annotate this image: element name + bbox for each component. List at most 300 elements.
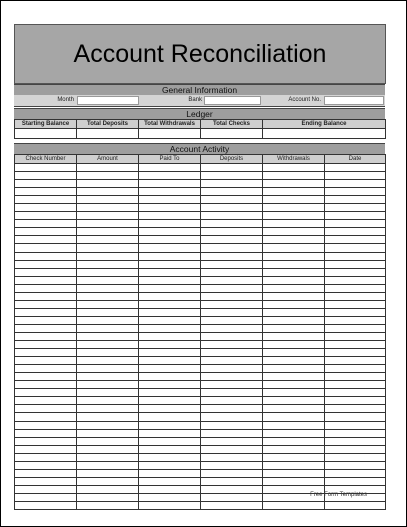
activity-cell[interactable] (77, 308, 139, 316)
activity-cell[interactable] (325, 429, 386, 437)
activity-col-deposits: Deposits (201, 155, 263, 164)
activity-cell[interactable] (139, 485, 201, 493)
activity-cell[interactable] (77, 244, 139, 252)
activity-cell[interactable] (139, 413, 201, 421)
activity-cell[interactable] (263, 341, 325, 349)
activity-cell[interactable] (15, 397, 77, 405)
activity-cell[interactable] (263, 445, 325, 453)
activity-cell[interactable] (201, 204, 263, 212)
activity-cell[interactable] (77, 316, 139, 324)
activity-cell[interactable] (77, 212, 139, 220)
activity-cell[interactable] (15, 437, 77, 445)
activity-cell[interactable] (15, 308, 77, 316)
activity-cell[interactable] (325, 381, 386, 389)
activity-cell[interactable] (201, 413, 263, 421)
activity-cell[interactable] (15, 477, 77, 485)
activity-cell[interactable] (139, 236, 201, 244)
activity-cell[interactable] (15, 341, 77, 349)
activity-cell[interactable] (263, 244, 325, 252)
activity-cell[interactable] (201, 477, 263, 485)
activity-cell[interactable] (263, 188, 325, 196)
activity-cell[interactable] (201, 485, 263, 493)
activity-row (15, 357, 386, 365)
activity-cell[interactable] (201, 300, 263, 308)
activity-cell[interactable] (201, 276, 263, 284)
activity-cell[interactable] (263, 252, 325, 260)
activity-cell[interactable] (325, 228, 386, 236)
activity-cell[interactable] (15, 172, 77, 180)
activity-cell[interactable] (15, 212, 77, 220)
activity-cell[interactable] (263, 204, 325, 212)
activity-cell[interactable] (263, 292, 325, 300)
activity-cell[interactable] (15, 228, 77, 236)
activity-cell[interactable] (77, 349, 139, 357)
activity-cell[interactable] (263, 324, 325, 332)
activity-cell[interactable] (15, 445, 77, 453)
activity-row (15, 397, 386, 405)
activity-cell[interactable] (77, 164, 139, 172)
activity-cell[interactable] (263, 276, 325, 284)
activity-cell[interactable] (325, 180, 386, 188)
activity-row (15, 501, 386, 509)
activity-cell[interactable] (325, 204, 386, 212)
ledger-cell[interactable] (15, 129, 77, 139)
activity-cell[interactable] (325, 477, 386, 485)
activity-row (15, 421, 386, 429)
activity-cell[interactable] (139, 381, 201, 389)
activity-cell[interactable] (77, 324, 139, 332)
activity-cell[interactable] (325, 357, 386, 365)
activity-cell[interactable] (15, 421, 77, 429)
activity-row (15, 276, 386, 284)
activity-cell[interactable] (201, 284, 263, 292)
activity-cell[interactable] (201, 405, 263, 413)
activity-cell[interactable] (77, 236, 139, 244)
activity-cell[interactable] (325, 308, 386, 316)
activity-cell[interactable] (15, 276, 77, 284)
activity-cell[interactable] (201, 236, 263, 244)
activity-cell[interactable] (15, 373, 77, 381)
activity-cell[interactable] (77, 188, 139, 196)
activity-row (15, 204, 386, 212)
activity-cell[interactable] (263, 373, 325, 381)
activity-header-row (15, 155, 386, 164)
activity-cell[interactable] (139, 453, 201, 461)
activity-row (15, 228, 386, 236)
activity-cell[interactable] (139, 308, 201, 316)
activity-cell[interactable] (201, 389, 263, 397)
activity-cell[interactable] (325, 373, 386, 381)
activity-cell[interactable] (325, 252, 386, 260)
activity-cell[interactable] (325, 397, 386, 405)
activity-cell[interactable] (263, 300, 325, 308)
activity-cell[interactable] (201, 341, 263, 349)
activity-cell[interactable] (325, 421, 386, 429)
activity-cell[interactable] (201, 260, 263, 268)
activity-cell[interactable] (201, 469, 263, 477)
activity-cell[interactable] (325, 461, 386, 469)
activity-cell[interactable] (325, 469, 386, 477)
activity-cell[interactable] (15, 357, 77, 365)
activity-cell[interactable] (263, 477, 325, 485)
activity-cell[interactable] (263, 172, 325, 180)
activity-cell[interactable] (77, 252, 139, 260)
activity-cell[interactable] (201, 421, 263, 429)
activity-cell[interactable] (263, 413, 325, 421)
activity-cell[interactable] (139, 212, 201, 220)
activity-cell[interactable] (263, 437, 325, 445)
activity-cell[interactable] (139, 276, 201, 284)
activity-row (15, 292, 386, 300)
activity-cell[interactable] (263, 236, 325, 244)
activity-cell[interactable] (77, 268, 139, 276)
activity-cell[interactable] (139, 196, 201, 204)
activity-cell[interactable] (77, 421, 139, 429)
activity-cell[interactable] (139, 316, 201, 324)
activity-cell[interactable] (77, 357, 139, 365)
activity-cell[interactable] (77, 292, 139, 300)
activity-cell[interactable] (77, 276, 139, 284)
activity-cell[interactable] (77, 413, 139, 421)
activity-cell[interactable] (325, 172, 386, 180)
activity-cell[interactable] (77, 437, 139, 445)
activity-cell[interactable] (325, 332, 386, 340)
activity-cell[interactable] (139, 477, 201, 485)
activity-cell[interactable] (325, 244, 386, 252)
activity-cell[interactable] (263, 405, 325, 413)
activity-row (15, 164, 386, 172)
activity-cell[interactable] (139, 493, 201, 501)
activity-cell[interactable] (139, 284, 201, 292)
activity-cell[interactable] (201, 292, 263, 300)
activity-cell[interactable] (201, 365, 263, 373)
activity-cell[interactable] (201, 252, 263, 260)
activity-row (15, 341, 386, 349)
activity-cell[interactable] (139, 164, 201, 172)
activity-row (15, 300, 386, 308)
activity-cell[interactable] (139, 349, 201, 357)
activity-cell[interactable] (201, 308, 263, 316)
activity-cell[interactable] (201, 453, 263, 461)
activity-cell[interactable] (263, 260, 325, 268)
activity-cell[interactable] (263, 453, 325, 461)
activity-cell[interactable] (139, 437, 201, 445)
activity-cell[interactable] (325, 300, 386, 308)
activity-cell[interactable] (325, 276, 386, 284)
activity-cell[interactable] (77, 172, 139, 180)
activity-cell[interactable] (201, 397, 263, 405)
activity-cell[interactable] (15, 252, 77, 260)
activity-cell[interactable] (263, 332, 325, 340)
activity-cell[interactable] (201, 196, 263, 204)
activity-cell[interactable] (77, 373, 139, 381)
activity-cell[interactable] (201, 324, 263, 332)
activity-cell[interactable] (15, 316, 77, 324)
activity-cell[interactable] (77, 493, 139, 501)
activity-cell[interactable] (263, 461, 325, 469)
activity-cell[interactable] (263, 284, 325, 292)
activity-cell[interactable] (77, 300, 139, 308)
activity-cell[interactable] (15, 469, 77, 477)
activity-cell[interactable] (15, 268, 77, 276)
activity-cell[interactable] (325, 236, 386, 244)
activity-cell[interactable] (201, 268, 263, 276)
activity-cell[interactable] (139, 180, 201, 188)
activity-cell[interactable] (201, 172, 263, 180)
activity-cell[interactable] (201, 349, 263, 357)
activity-cell[interactable] (139, 405, 201, 413)
activity-col-withdrawals: Withdrawals (263, 155, 325, 164)
activity-cell[interactable] (325, 212, 386, 220)
activity-cell[interactable] (77, 196, 139, 204)
activity-cell[interactable] (139, 204, 201, 212)
activity-row (15, 260, 386, 268)
activity-cell[interactable] (139, 501, 201, 509)
activity-row (15, 389, 386, 397)
activity-cell[interactable] (325, 365, 386, 373)
activity-cell[interactable] (139, 244, 201, 252)
activity-row (15, 244, 386, 252)
activity-cell[interactable] (139, 268, 201, 276)
activity-cell[interactable] (15, 236, 77, 244)
activity-cell[interactable] (15, 493, 77, 501)
month-field[interactable] (77, 96, 139, 105)
activity-cell[interactable] (325, 268, 386, 276)
activity-cell[interactable] (15, 485, 77, 493)
activity-cell[interactable] (263, 196, 325, 204)
activity-cell[interactable] (77, 477, 139, 485)
bank-field[interactable] (204, 96, 261, 105)
activity-cell[interactable] (201, 220, 263, 228)
activity-cell[interactable] (201, 373, 263, 381)
activity-cell[interactable] (77, 397, 139, 405)
activity-cell[interactable] (77, 389, 139, 397)
activity-cell[interactable] (77, 501, 139, 509)
activity-col-paid-to: Paid To (139, 155, 201, 164)
activity-cell[interactable] (263, 397, 325, 405)
activity-cell[interactable] (201, 164, 263, 172)
activity-cell[interactable] (15, 413, 77, 421)
activity-cell[interactable] (139, 341, 201, 349)
activity-cell[interactable] (263, 212, 325, 220)
activity-cell[interactable] (325, 413, 386, 421)
activity-cell[interactable] (139, 421, 201, 429)
activity-cell[interactable] (201, 461, 263, 469)
activity-cell[interactable] (201, 332, 263, 340)
activity-cell[interactable] (15, 196, 77, 204)
activity-cell[interactable] (201, 381, 263, 389)
bank-label: Bank (188, 97, 202, 103)
ledger-entry-row (15, 129, 386, 139)
activity-cell[interactable] (77, 260, 139, 268)
activity-cell[interactable] (77, 429, 139, 437)
activity-cell[interactable] (139, 429, 201, 437)
activity-cell[interactable] (139, 260, 201, 268)
activity-cell[interactable] (15, 300, 77, 308)
activity-cell[interactable] (15, 164, 77, 172)
activity-cell[interactable] (263, 501, 325, 509)
activity-row (15, 349, 386, 357)
activity-cell[interactable] (15, 180, 77, 188)
ledger-cell[interactable] (201, 129, 263, 139)
activity-cell[interactable] (15, 220, 77, 228)
activity-cell[interactable] (15, 204, 77, 212)
activity-cell[interactable] (139, 397, 201, 405)
activity-cell[interactable] (325, 349, 386, 357)
activity-cell[interactable] (325, 292, 386, 300)
activity-cell[interactable] (15, 292, 77, 300)
activity-cell[interactable] (263, 357, 325, 365)
activity-cell[interactable] (139, 188, 201, 196)
activity-col-check-number: Check Number (15, 155, 77, 164)
activity-cell[interactable] (325, 316, 386, 324)
activity-cell[interactable] (263, 228, 325, 236)
activity-cell[interactable] (77, 453, 139, 461)
activity-cell[interactable] (325, 164, 386, 172)
activity-cell[interactable] (325, 196, 386, 204)
activity-cell[interactable] (201, 316, 263, 324)
activity-cell[interactable] (139, 357, 201, 365)
activity-cell[interactable] (77, 445, 139, 453)
activity-cell[interactable] (77, 469, 139, 477)
activity-cell[interactable] (139, 389, 201, 397)
activity-cell[interactable] (15, 461, 77, 469)
account-no-field[interactable] (324, 96, 384, 105)
activity-cell[interactable] (15, 244, 77, 252)
activity-cell[interactable] (139, 445, 201, 453)
activity-row (15, 461, 386, 469)
activity-cell[interactable] (263, 220, 325, 228)
activity-cell[interactable] (325, 389, 386, 397)
activity-cell[interactable] (77, 220, 139, 228)
activity-cell[interactable] (201, 445, 263, 453)
activity-cell[interactable] (201, 244, 263, 252)
activity-cell[interactable] (77, 284, 139, 292)
activity-cell[interactable] (263, 469, 325, 477)
activity-cell[interactable] (15, 365, 77, 373)
activity-cell[interactable] (263, 421, 325, 429)
activity-cell[interactable] (77, 341, 139, 349)
activity-cell[interactable] (15, 324, 77, 332)
activity-cell[interactable] (325, 445, 386, 453)
activity-cell[interactable] (139, 373, 201, 381)
activity-cell[interactable] (139, 172, 201, 180)
activity-cell[interactable] (263, 164, 325, 172)
month-label: Month (57, 97, 74, 103)
activity-cell[interactable] (263, 316, 325, 324)
activity-cell[interactable] (201, 228, 263, 236)
activity-cell[interactable] (15, 284, 77, 292)
activity-cell[interactable] (77, 365, 139, 373)
ledger-cell[interactable] (139, 129, 201, 139)
activity-cell[interactable] (15, 188, 77, 196)
activity-row (15, 381, 386, 389)
activity-cell[interactable] (201, 501, 263, 509)
activity-cell[interactable] (15, 501, 77, 509)
activity-cell[interactable] (263, 308, 325, 316)
activity-cell[interactable] (201, 188, 263, 196)
activity-col-date: Date (325, 155, 386, 164)
activity-cell[interactable] (77, 381, 139, 389)
activity-cell[interactable] (263, 349, 325, 357)
activity-cell[interactable] (77, 405, 139, 413)
activity-cell[interactable] (139, 292, 201, 300)
activity-cell[interactable] (201, 212, 263, 220)
activity-cell[interactable] (77, 485, 139, 493)
activity-cell[interactable] (325, 341, 386, 349)
activity-cell[interactable] (139, 300, 201, 308)
activity-cell[interactable] (325, 501, 386, 509)
activity-row (15, 477, 386, 485)
activity-cell[interactable] (139, 228, 201, 236)
activity-cell[interactable] (15, 349, 77, 357)
activity-cell[interactable] (139, 332, 201, 340)
activity-cell[interactable] (139, 324, 201, 332)
activity-cell[interactable] (77, 228, 139, 236)
activity-cell[interactable] (325, 324, 386, 332)
ledger-cell[interactable] (77, 129, 139, 139)
activity-cell[interactable] (263, 365, 325, 373)
activity-cell[interactable] (325, 260, 386, 268)
activity-row (15, 437, 386, 445)
activity-cell[interactable] (263, 389, 325, 397)
activity-cell[interactable] (325, 188, 386, 196)
ledger-header-row (15, 120, 386, 129)
activity-cell[interactable] (15, 429, 77, 437)
activity-cell[interactable] (201, 357, 263, 365)
activity-cell[interactable] (15, 381, 77, 389)
activity-row (15, 429, 386, 437)
activity-cell[interactable] (325, 284, 386, 292)
activity-cell[interactable] (325, 220, 386, 228)
activity-cell[interactable] (325, 437, 386, 445)
activity-cell[interactable] (15, 332, 77, 340)
activity-cell[interactable] (139, 365, 201, 373)
activity-cell[interactable] (201, 493, 263, 501)
activity-cell[interactable] (325, 453, 386, 461)
page-title: Account Reconciliation (14, 24, 386, 84)
activity-cell[interactable] (139, 461, 201, 469)
activity-cell[interactable] (15, 453, 77, 461)
activity-cell[interactable] (139, 220, 201, 228)
activity-cell[interactable] (201, 180, 263, 188)
account-no-label: Account No. (288, 97, 321, 103)
activity-cell[interactable] (77, 332, 139, 340)
activity-cell[interactable] (15, 260, 77, 268)
activity-cell[interactable] (15, 389, 77, 397)
activity-header: Account Activity (14, 143, 385, 155)
activity-cell[interactable] (263, 381, 325, 389)
activity-row (15, 172, 386, 180)
activity-cell[interactable] (77, 204, 139, 212)
activity-cell[interactable] (263, 429, 325, 437)
activity-cell[interactable] (325, 405, 386, 413)
activity-cell[interactable] (139, 469, 201, 477)
activity-cell[interactable] (15, 405, 77, 413)
activity-row (15, 324, 386, 332)
activity-cell[interactable] (77, 180, 139, 188)
activity-row (15, 252, 386, 260)
activity-cell[interactable] (201, 429, 263, 437)
activity-cell[interactable] (77, 461, 139, 469)
activity-row (15, 373, 386, 381)
activity-cell[interactable] (139, 252, 201, 260)
activity-cell[interactable] (263, 268, 325, 276)
activity-cell[interactable] (263, 180, 325, 188)
activity-row (15, 469, 386, 477)
activity-cell[interactable] (201, 437, 263, 445)
ledger-cell[interactable] (263, 129, 386, 139)
